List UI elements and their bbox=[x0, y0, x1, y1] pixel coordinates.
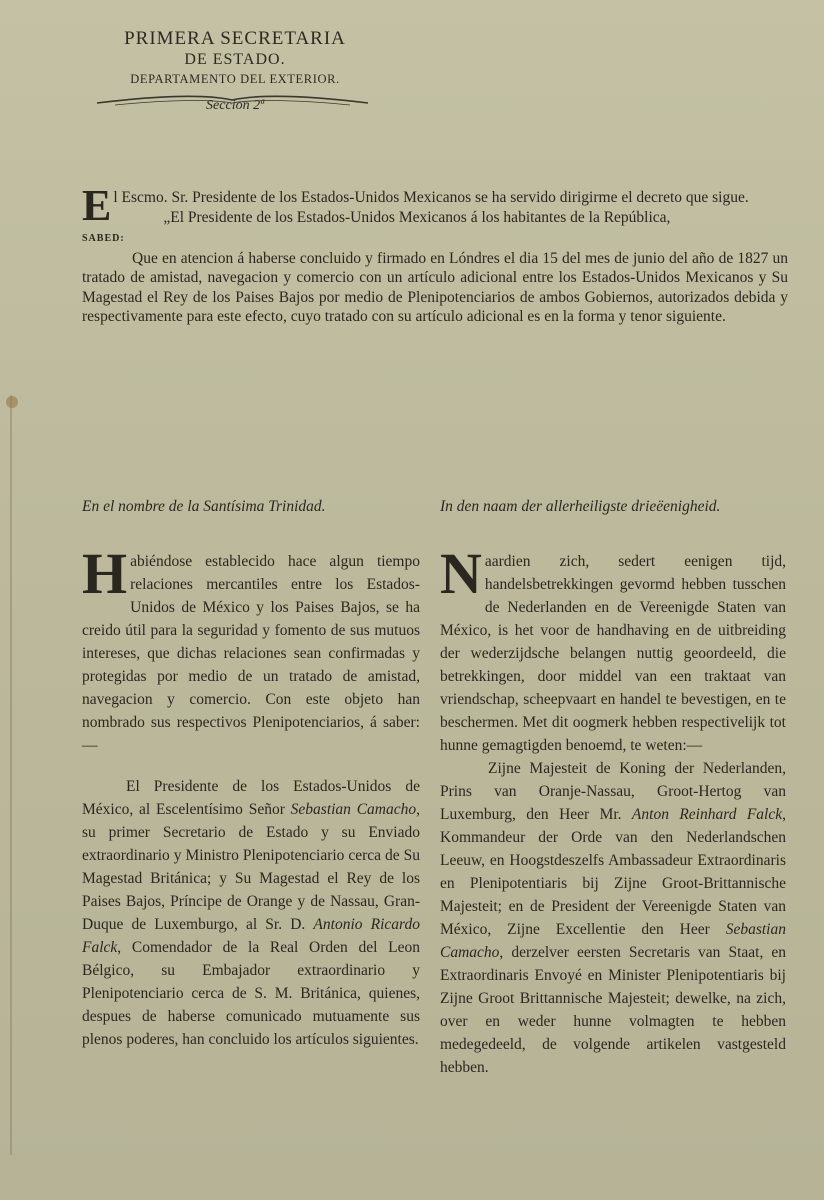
spanish-paragraph-1: abiéndose establecido hace algun tiempo relaciones mercantiles entre los Estados-Unidos de México y los Paises Bajos, se ha creido útil para la seguridad y fomento de sus mutuos intereses, que dichas relaciones sean confirmadas y protegidas por medio de un tratado de amistad, navegacion y comercio. Con este objeto han nombrado sus respectivos Plenipotenciarios, á saber:— bbox=[82, 553, 420, 754]
spanish-p2-text-b: , su primer Secretario de Estado y su Enviado extraordinario y Ministro Plenipotenciario cerca de Su Magestad Británica; y Su Magestad el Rey de los Paises Bajos, Príncipe de Orange y de Nassau, Gran-Duque de Luxemburgo, al Sr. D. bbox=[82, 801, 420, 933]
dutch-p2-text-a: Zijne Majesteit de Koning der Nederlanden, Prins van Oranje-Nassau, Groot-Hertog van Luxemburg, den Heer Mr. bbox=[440, 760, 786, 823]
letterhead-line-2: DE ESTADO. bbox=[184, 51, 286, 68]
spanish-name-camacho: Sebastian Camacho bbox=[290, 801, 417, 818]
dutch-name-camacho: Sebastian Camacho bbox=[440, 921, 786, 961]
dutch-heading: In den naam der allerheiligste drieëenigheid. bbox=[440, 498, 721, 515]
dutch-paragraph-2 bbox=[440, 757, 786, 1079]
dropcap-n: N bbox=[440, 541, 482, 606]
spanish-paragraph-2 bbox=[82, 775, 420, 1051]
dropcap-h: H bbox=[82, 541, 128, 606]
spanish-p2-text-c: , Comendador de la Real Orden del Leon Bélgico, su Embajador extraordinario y Plenipotenciario cerca de S. M. Británica, quienes, despues de haberse comunicado mutuamente sus plenos poderes, han concluido los artículos siguientes. bbox=[82, 939, 420, 1048]
letterhead-line-1: PRIMERA SECRETARIA bbox=[124, 28, 346, 49]
intro-block bbox=[82, 181, 788, 327]
intro-paragraph-3: Que en atencion á haberse concluido y firmado en Lóndres el dia 15 del mes de junio del año de 1827 un tratado de amistad, navegacion y comercio con un artículo adicional entre los Estados-Unidos Mexicanos y Su Magestad el Rey de los Paises Bajos por medio de Plenipotenciarios de ambos Gobiernos, autorizados debida y respectivamente para este efecto, cuyo tratado con su artículo adicional es en la forma y tenor siguiente. bbox=[82, 249, 788, 325]
letterhead-line-3: DEPARTAMENTO DEL EXTERIOR. bbox=[130, 72, 340, 86]
decorative-swash bbox=[95, 90, 370, 116]
spanish-p2-text-a: El Presidente de los Estados-Unidos de México, al Escelentísimo Señor bbox=[82, 778, 420, 818]
intro-paragraph-1: l Escmo. Sr. Presidente de los Estados-Unidos Mexicanos se ha servido dirigirme el decreto que sigue. bbox=[113, 189, 749, 206]
dutch-p2-text-c: , derzelver eersten Secretaris van Staat, en Extraordinaris Envoyé en Minister Plenipotentiaris bij Zijne Groot Brittannische Majesteit; dewelke, na zich, over en weder hunne volmagten te hebben medegedeeld, de volgende artikelen vastgesteld hebben. bbox=[440, 944, 786, 1076]
dutch-column bbox=[440, 495, 786, 1079]
intro-paragraph-2: „El Presidente de los Estados-Unidos Mexicanos á los habitantes de la República, bbox=[163, 208, 671, 226]
paper-stain bbox=[6, 396, 18, 408]
spanish-heading: En el nombre de la Santísima Trinidad. bbox=[82, 498, 326, 515]
dropcap-e: E bbox=[82, 181, 112, 230]
dutch-p2-text-b: , Kommandeur der Orde van den Nederlandschen Leeuw, en Hoogstdeszelfs Ambassadeur Extraordinaris en Plenipotentiaris bij Zijne Groot-Brittannische Majesteit; en de President der Vereenigde Staten van México, Zijne Excellentie den Heer bbox=[440, 806, 786, 938]
dutch-paragraph-1: aardien zich, sedert eenigen tijd, handelsbetrekkingen gevormd hebben tusschen de Nederlanden en de Vereenigde Staten van México, is het voor de handhaving en de uitbreiding der wederzijdsche belangen nuttig geoordeeld, die betrekkingen, door middel van een traktaat van vriendschap, scheepvaart en handel te bevestigen, en te beschermen. Met dit oogmerk hebben respectivelijk tot hunne gemagtigden benoemd, te weten:— bbox=[440, 553, 786, 754]
page-fold-shadow bbox=[10, 395, 12, 1155]
spanish-name-falck: Antonio Ricardo Falck bbox=[82, 916, 420, 956]
dutch-name-falck: Anton Reinhard Falck bbox=[631, 806, 783, 823]
sabed-label: SABED: bbox=[82, 233, 125, 244]
spanish-column bbox=[82, 495, 420, 1051]
letterhead-section: Seccion 2ª bbox=[206, 98, 264, 113]
